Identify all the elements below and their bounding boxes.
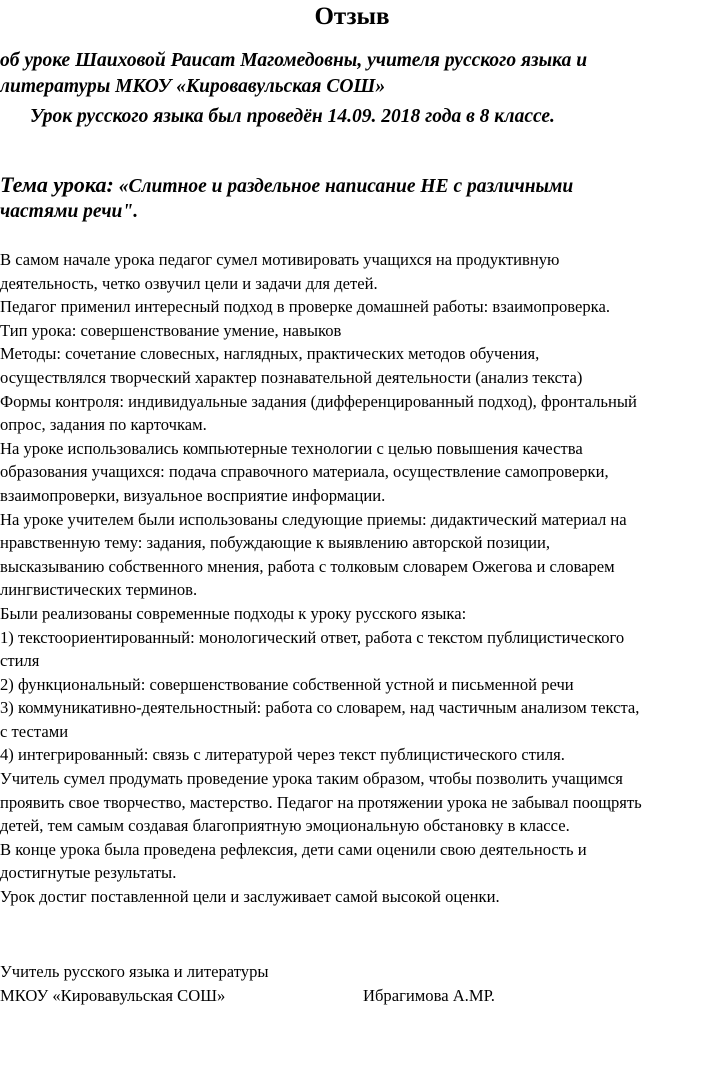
body-line: взаимопроверки, визуальное восприятие информации. xyxy=(0,485,386,505)
body-line: с тестами xyxy=(0,721,69,741)
header-line-2: литературы МКОУ «Кировавульская СОШ» xyxy=(0,76,386,97)
body-line: Были реализованы современные подходы к уроку русского языка: xyxy=(0,603,467,623)
body-line: Учитель сумел продумать проведение урока таким образом, чтобы позволить учащимся xyxy=(0,769,623,789)
lesson-theme xyxy=(0,173,690,225)
body-line: нравственную тему: задания, побуждающие к выявлению авторской позиции, xyxy=(0,533,550,553)
body-line: На уроке использовались компьютерные технологии с целью повышения качества xyxy=(0,438,583,458)
body-line: стиля xyxy=(0,651,40,671)
body-line: Тип урока: совершенствование умение, навыков xyxy=(0,320,342,340)
body-line: 2) функциональный: совершенствование собственной устной и письменной речи xyxy=(0,674,574,694)
body-line: достигнутые результаты. xyxy=(0,863,177,883)
body-line: 3) коммуникативно-деятельностный: работа со словарем, над частичным анализом текста, xyxy=(0,698,640,718)
body-line: Педагог применил интересный подход в проверке домашней работы: взаимопроверка. xyxy=(0,297,611,317)
body-line: детей, тем самым создавая благоприятную эмоциональную обстановку в классе. xyxy=(0,816,570,836)
signature-position: Учитель русского языка и литературы xyxy=(0,962,269,981)
body-line: опрос, задания по карточкам. xyxy=(0,415,207,435)
body-line: В самом начале урока педагог сумел мотивировать учащихся на продуктивную xyxy=(0,250,560,269)
body-line: Методы: сочетание словесных, наглядных, практических методов обучения, xyxy=(0,344,540,364)
header-line-3: Урок русского языка был проведён 14.09. 2018 года в 8 классе. xyxy=(30,106,555,127)
lesson-theme-line-2: частями речи". xyxy=(0,201,139,222)
lesson-theme-line-1: «Слитное и раздельное написание НЕ с различными xyxy=(113,176,574,197)
body-line: Формы контроля: индивидуальные задания (дифференцированный подход), фронтальный xyxy=(0,391,637,411)
body-line: 1) текстоориентированный: монологический ответ, работа с текстом публицистического xyxy=(0,627,625,647)
body-line: проявить свое творчество, мастерство. Педагог на протяжении урока не забывал поощрять xyxy=(0,792,642,812)
signature-line xyxy=(0,984,704,1008)
body-line: деятельность, четко озвучил цели и задачи для детей. xyxy=(0,273,378,293)
body-line: Урок достиг поставленной цели и заслуживает самой высокой оценки. xyxy=(0,887,500,907)
document-title: Отзыв xyxy=(314,3,390,30)
body-line: лингвистических терминов. xyxy=(0,580,198,600)
lesson-theme-label: Тема урока: xyxy=(0,172,114,197)
review-body xyxy=(0,248,704,909)
body-line: В конце урока была проведена рефлексия, дети сами оценили свою деятельность и xyxy=(0,839,587,859)
body-line: 4) интегрированный: связь с литературой через текст публицистического стиля. xyxy=(0,745,565,765)
body-line: осуществлялся творческий характер познавательной деятельности (анализ текста) xyxy=(0,367,583,387)
body-line: высказыванию собственного мнения, работа с толковым словарем Ожегова и словарем xyxy=(0,556,615,576)
header-line-1: об уроке Шаиховой Раисат Магомедовны, учителя русского языка и xyxy=(0,50,588,71)
body-line: На уроке учителем были использованы следующие приемы: дидактический материал на xyxy=(0,509,627,529)
signature-school: МКОУ «Кировавульская СОШ» xyxy=(0,986,226,1005)
body-line: образования учащихся: подача справочного материала, осуществление самопроверки, xyxy=(0,462,609,482)
signature-name: Ибрагимова А.МР. xyxy=(363,986,495,1005)
